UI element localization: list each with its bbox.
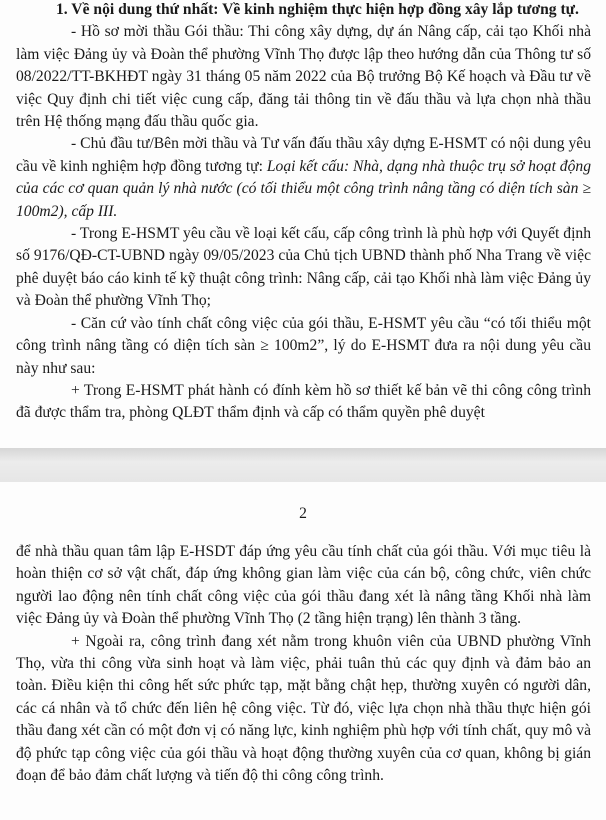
structure-type-requirement: Loại kết cấu: Nhà, dạng nhà thuộc trụ sở hoạt động của các cơ quan quản lý nhà nước (có tối thiểu một công trình nâng tầng có diện tích sàn ≥ 100m2), cấp III. [16, 157, 591, 220]
page-break-gap [0, 448, 606, 482]
paragraph-site-conditions: + Ngoài ra, công trình đang xét nằm trong khuôn viên của UBND phường Vĩnh Thọ, vừa thi công vừa sinh hoạt và làm việc, phải tuân thủ các quy định và đảm bảo an toàn. Điều kiện thi công hết sức phức tạp, mặt bằng chật hẹp, thường xuyên có người dân, các cá nhân và tổ chức đến liên hệ công việc. Từ đó, việc lựa chọn nhà thầu thực hiện gói thầu đang xét cần có một đơn vị có năng lực, kinh nghiệm phù hợp với tính chất, quy mô và độ phức tạp công việc của gói thầu và hoạt động thường xuyên của cơ quan, không bị gián đoạn để bảo đảm chất lượng và tiến độ thi công công trình. [16, 632, 591, 785]
page-body-lower [16, 541, 591, 787]
page-body-upper [16, 0, 591, 425]
paragraph-experience-lead: - Chủ đầu tư/Bên mời thầu và Tư vấn đấu thầu xây dựng E-HSMT có nội dung yêu cầu về kinh nghiệm hợp đồng tương tự: [16, 135, 591, 175]
section-heading: 1. Về nội dung thứ nhất: Về kinh nghiệm thực hiện hợp đồng xây lắp tương tự. [56, 1, 579, 18]
paragraph-structure-decision: - Trong E-HSMT yêu cầu về loại kết cấu, cấp công trình là phù hợp với Quyết định số 9176/QĐ-CT-UBND ngày 09/05/2023 của Chủ tịch UBND thành phố Nha Trang về việc phê duyệt báo cáo kinh tế kỹ thuật công trình: Nâng cấp, cải tạo Khối nhà làm việc Đảng ủy và Đoàn thể phường Vĩnh Thọ; [16, 225, 591, 310]
paragraph-continuation: để nhà thầu quan tâm lập E-HSDT đáp ứng yêu cầu tính chất của gói thầu. Với mục tiêu là hoàn thiện cơ sở vật chất, đáp ứng không gian làm việc của cán bộ, công chức, viên chức người lao động nên tính chất công việc của gói thầu đang xét là nâng tầng Khối nhà làm việc Đảng ủy và Đoàn thể phường Vĩnh Thọ (2 tầng hiện trạng) lên thành 3 tầng. [16, 543, 591, 628]
document-page-lower [0, 482, 606, 820]
page-number: 2 [299, 505, 307, 522]
paragraph-experience-requirement [16, 133, 591, 223]
paragraph-bid-dossier: - Hồ sơ mời thầu Gói thầu: Thi công xây dựng, dự án Nâng cấp, cải tạo Khối nhà làm việc Đảng ủy và Đoàn thể phường Vĩnh Thọ được lập theo hướng dẫn của Thông tư số 08/2022/TT-BKHĐT ngày 31 tháng 05 năm 2022 của Bộ trưởng Bộ Kế hoạch và Đầu tư về việc Quy định chi tiết việc cung cấp, đăng tải thông tin về đấu thầu và lựa chọn nhà thầu trên Hệ thống mạng đấu thầu quốc gia. [16, 23, 591, 131]
paragraph-floor-area-reason: - Căn cứ vào tính chất công việc của gói thầu, E-HSMT yêu cầu “có tối thiểu một công trình nâng tầng có diện tích sàn ≥ 100m2”, lý do E-HSMT đưa ra nội dung yêu cầu này như sau: [16, 314, 591, 377]
paragraph-design-docs: + Trong E-HSMT phát hành có đính kèm hồ sơ thiết kế bản vẽ thi công công trình đã được thẩm tra, phòng QLĐT thẩm định và cấp có thẩm quyền phê duyệt [16, 381, 591, 422]
